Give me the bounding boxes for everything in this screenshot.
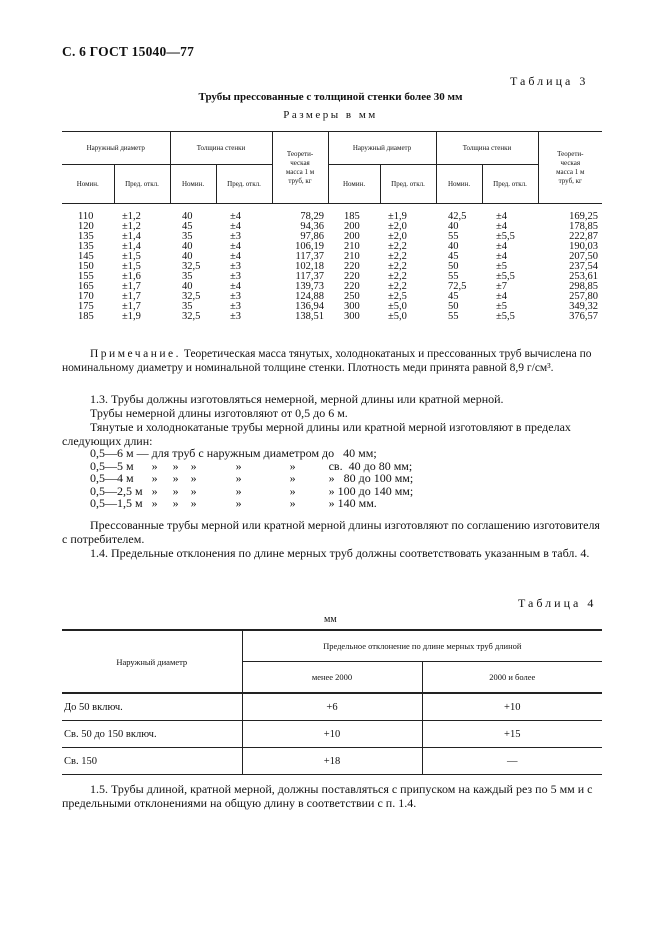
table-cell: 42,5	[448, 211, 467, 222]
table-cell: 135	[78, 241, 94, 252]
table-cell: ±4	[496, 211, 508, 222]
table-cell: ±1,9	[122, 311, 141, 322]
table-row	[62, 252, 602, 262]
table-cell: ±7	[496, 281, 508, 292]
table-cell: 35	[182, 301, 193, 312]
table-cell: 200	[344, 231, 360, 242]
t3-header-wall-thickness-2: Толщина стенки	[436, 132, 538, 165]
table-cell: 55	[448, 271, 459, 282]
table-cell: 72,5	[448, 281, 467, 292]
table-cell: 136,94	[295, 301, 325, 312]
table-cell: 300	[344, 311, 360, 322]
table-cell: ±1,5	[122, 251, 141, 262]
table-cell: 32,5	[182, 261, 201, 272]
page-header: С. 6 ГОСТ 15040—77	[62, 44, 195, 59]
table-cell: 110	[78, 211, 94, 222]
table-row	[62, 748, 602, 775]
table-cell: 45	[182, 221, 193, 232]
table-cell: 40	[448, 221, 459, 232]
t3-header-wall-thickness: Толщина стенки	[170, 132, 272, 165]
table-cell: 145	[78, 251, 94, 262]
table-row	[62, 282, 602, 292]
table-cell: ±3	[230, 301, 242, 312]
table-cell: ±1,9	[388, 211, 407, 222]
table-row	[62, 292, 602, 302]
t3-header-deviation: Пред. откл.	[114, 165, 170, 204]
table-cell: 349,32	[569, 301, 599, 312]
table-cell: 40	[182, 211, 193, 222]
table-cell: 190,03	[569, 241, 599, 252]
t4-header-limit: Предельное отклонение по длине мерных труб длиной	[242, 630, 602, 662]
table-cell: ±1,4	[122, 231, 141, 242]
table3-body	[62, 204, 602, 329]
table-cell: 55	[448, 311, 459, 322]
table-cell: 117,37	[295, 251, 325, 262]
table-cell: 210	[344, 241, 360, 252]
section-1-3-p1: 1.3. Трубы должны изготовляться немерной, мерной длины или кратной мерной.	[90, 392, 504, 406]
t4-header-more: 2000 и более	[422, 662, 602, 694]
table-cell: 210	[344, 251, 360, 262]
section-1-3-p2: Трубы немерной длины изготовляют от 0,5 до 6 м.	[90, 406, 348, 420]
table-cell: 376,57	[569, 311, 599, 322]
table-cell: ±1,7	[122, 291, 141, 302]
table3-label: Таблица 3	[510, 74, 589, 88]
table-cell: ±5,0	[388, 301, 407, 312]
table-cell: ±2,2	[388, 281, 407, 292]
table-cell: ±1,2	[122, 221, 141, 232]
table4-label: Таблица 4	[518, 596, 597, 610]
list-item: 0,5—4 м » » » » » » 80 до 100 мм;	[90, 471, 414, 486]
table-cell: ±2,5	[388, 291, 407, 302]
list-item: 0,5—2,5 м » » » » » » 100 до 140 мм;	[90, 483, 414, 498]
table-cell: ±4	[230, 221, 242, 232]
table-cell: +6	[242, 693, 422, 721]
table-cell: 220	[344, 281, 360, 292]
table-cell: ±1,4	[122, 241, 141, 252]
table-row	[62, 204, 602, 223]
t3-header-nominal: Номин.	[328, 165, 380, 204]
t4-header-less: менее 2000	[242, 662, 422, 694]
table-cell: 32,5	[182, 291, 201, 302]
table-cell: ±1,6	[122, 271, 141, 282]
table3-note	[62, 347, 602, 375]
table-cell: 300	[344, 301, 360, 312]
table-cell: 35	[182, 271, 193, 282]
table-cell: ±3	[230, 291, 242, 302]
table-row	[62, 242, 602, 252]
table-row	[62, 693, 602, 721]
table-cell: ±2,2	[388, 241, 407, 252]
table-cell: 200	[344, 221, 360, 232]
table-cell: ±1,5	[122, 261, 141, 272]
table-cell: 178,85	[569, 221, 599, 232]
table-cell: ±3	[230, 311, 242, 322]
table-cell: 45	[448, 291, 459, 302]
table-cell: 250	[344, 291, 360, 302]
section-1-3-p3: Тянутые и холоднокатаные трубы мерной длины или кратной мерной изготовляют в пределах следующих длин:	[62, 420, 571, 448]
table-cell: 220	[344, 271, 360, 282]
table-row	[62, 262, 602, 272]
section-1-4: 1.4. Предельные отклонения по длине мерных труб должны соответствовать указанным в табл. 4.	[90, 546, 590, 560]
table-cell: 94,36	[300, 221, 325, 232]
note-text: Теоретическая масса тянутых, холоднокатаных и прессованных труб вычислена по номинальному диаметру и номинальной толщине стенки. Плотность меди принята равной 8,9 г/см³.	[62, 348, 592, 374]
table-cell: ±5,5	[496, 271, 515, 282]
table-cell: 169,25	[569, 211, 599, 222]
table3	[62, 131, 602, 328]
table-cell: ±1,7	[122, 301, 141, 312]
table-cell: 106,19	[295, 241, 325, 252]
table-cell: 170	[78, 291, 94, 302]
table-cell: —	[422, 748, 602, 775]
table-cell: ±3	[230, 231, 242, 242]
table-cell: 175	[78, 301, 94, 312]
table-cell: 32,5	[182, 311, 201, 322]
table-cell: ±3	[230, 261, 242, 272]
table-cell: 257,80	[569, 291, 599, 302]
t3-header-mass: Теорети- ческая масса 1 м труб, кг	[272, 132, 328, 204]
table-cell: 120	[78, 221, 94, 232]
table-cell: ±2,0	[388, 231, 407, 242]
table-cell: Св. 150	[62, 748, 242, 775]
table-row	[62, 222, 602, 232]
table-row	[62, 232, 602, 242]
table4-units: мм	[324, 614, 337, 625]
table-cell: ±4	[230, 281, 242, 292]
table-cell: ±2,2	[388, 251, 407, 262]
table3-units: Размеры в мм	[283, 109, 378, 121]
table-cell: 222,87	[569, 231, 599, 242]
table-cell: +10	[422, 693, 602, 721]
t3-header-nominal: Номин.	[170, 165, 216, 204]
table-cell: ±4	[496, 221, 508, 232]
table-cell: ±1,7	[122, 281, 141, 292]
t4-header-outer-diameter: Наружный диаметр	[62, 630, 242, 693]
t3-header-nominal: Номин.	[436, 165, 482, 204]
table-cell: 40	[182, 251, 193, 262]
table-cell: ±5,5	[496, 311, 515, 322]
table-cell: ±3	[230, 271, 242, 282]
table-cell: 40	[448, 241, 459, 252]
table-cell: +18	[242, 748, 422, 775]
table-cell: ±4	[230, 251, 242, 262]
t3-header-outer-diameter-2: Наружный диаметр	[328, 132, 436, 165]
table-cell: ±5	[496, 261, 508, 272]
table-cell: 253,61	[569, 271, 599, 282]
table-row	[62, 312, 602, 328]
table4	[62, 629, 602, 775]
t3-header-outer-diameter: Наружный диаметр	[62, 132, 170, 165]
table-cell: ±1,2	[122, 211, 141, 222]
t3-header-deviation: Пред. откл.	[482, 165, 538, 204]
table-cell: 78,29	[300, 211, 325, 222]
table3-title: Трубы прессованные с толщиной стенки более 30 мм	[198, 91, 463, 103]
table-row	[62, 721, 602, 748]
table-cell: 185	[78, 311, 94, 322]
table-cell: 50	[448, 301, 459, 312]
list-item: 0,5—1,5 м » » » » » » 140 мм.	[90, 496, 377, 511]
table-cell: До 50 включ.	[62, 693, 242, 721]
table-cell: ±4	[230, 211, 242, 222]
table-cell: 124,88	[295, 291, 325, 302]
t3-header-deviation: Пред. откл.	[216, 165, 272, 204]
table-cell: ±5,0	[388, 311, 407, 322]
table-cell: 237,54	[569, 261, 599, 272]
table-row	[62, 302, 602, 312]
table-cell: +15	[422, 721, 602, 748]
table-cell: 150	[78, 261, 94, 272]
table-cell: ±4	[230, 241, 242, 252]
section-1-5: 1.5. Трубы длиной, кратной мерной, должны поставляться с припуском на каждый рез по 5 мм и с предельными отклонениями на общую длину в соответствии с п. 1.4.	[62, 782, 593, 810]
table-cell: 40	[182, 241, 193, 252]
table-cell: 35	[182, 231, 193, 242]
table-cell: ±4	[496, 291, 508, 302]
table-cell: +10	[242, 721, 422, 748]
table-cell: 298,85	[569, 281, 599, 292]
table-cell: ±5	[496, 301, 508, 312]
section-1-3-p4: Прессованные трубы мерной или кратной мерной длины изготовляют по соглашению изготовителя с потребителем.	[62, 518, 600, 546]
table-cell: ±4	[496, 241, 508, 252]
table-cell: 135	[78, 231, 94, 242]
t3-header-nominal: Номин.	[62, 165, 114, 204]
table-cell: 185	[344, 211, 360, 222]
table-cell: 139,73	[295, 281, 325, 292]
table-cell: ±4	[496, 251, 508, 262]
table-cell: 165	[78, 281, 94, 292]
list-item: 0,5—6 м — для труб с наружным диаметром до 40 мм;	[90, 446, 377, 460]
table-cell: Св. 50 до 150 включ.	[62, 721, 242, 748]
table-cell: ±2,0	[388, 221, 407, 232]
table-cell: 117,37	[295, 271, 325, 282]
table-cell: ±2,2	[388, 271, 407, 282]
table-cell: ±2,2	[388, 261, 407, 272]
t3-header-mass-2: Теорети- ческая масса 1 м труб, кг	[538, 132, 602, 204]
table-cell: 220	[344, 261, 360, 272]
t3-header-deviation: Пред. откл.	[380, 165, 436, 204]
table-cell: 155	[78, 271, 94, 282]
table-cell: 207,50	[569, 251, 599, 262]
table-cell: 102,18	[295, 261, 325, 272]
table-cell: 50	[448, 261, 459, 272]
table4-body	[62, 693, 602, 775]
table-cell: 40	[182, 281, 193, 292]
table-cell: 138,51	[295, 311, 325, 322]
table-cell: 55	[448, 231, 459, 242]
note-prefix: Примечание.	[90, 348, 181, 360]
table-cell: 97,86	[300, 231, 325, 242]
table-cell: 45	[448, 251, 459, 262]
length-list	[90, 447, 413, 510]
table-row	[62, 272, 602, 282]
list-item: 0,5—5 м » » » » » св. 40 до 80 мм;	[90, 458, 413, 473]
table-cell: ±5,5	[496, 231, 515, 242]
